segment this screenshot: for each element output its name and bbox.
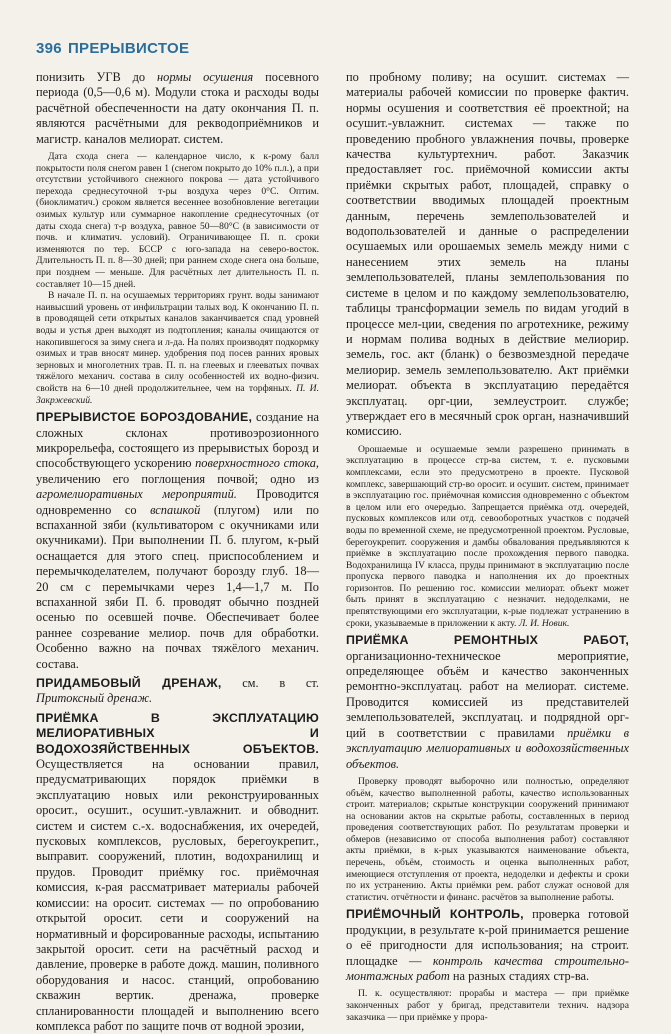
paragraph: по пробному поливу; на осушит. системах — материалы рабочей комиссии по проверке фактич. нормы осушения и соответствия её проектной; на осушит.-увлажнит. системах — также по проведению пробного увлажнения почвы, проверке качества культуртехнич. работ. Заказчик предоставляет гос. приёмочной комиссии акты приёмки скрытых работ, площадей, справку о соответствии вводимых площадей проектным данным, перечень землепользователей и водопользователей и данные о распределении осушаемых или орошаемых земель между ними с нанесением этих земель на планы землепользователей, планы землепользования по системе в целом и по каждому землепользователю, таблицы трансформации земель по видам угодий в процессе мел-ции, сведения по агротехнике, режиму и нормам полива водных в действие мелиорир. земель, гос. акт (бланк) о безвозмездной передаче мелиорир. земель землепользователю. Акт приёмки мелиорат. объекта в эксплуатацию передаётся эксплуатац. орг-ции, землеустроит. службе; утверждает его в месячный срок орган, назначивший комиссию. — [346, 70, 629, 439]
small-paragraph: Орошаемые и осушаемые земли разрешено принимать в эксплуатацию в процессе стр-ва систем, т. е. пусковыми комплексами, если это предусмотрено в проекте. Пусковой комплекс, завершающий стр-во оросит. и осушит. систем, принимает в эксплуатацию гос. приёмочная комиссия одновременно с объектом в целом или его очередью. Запрещается приёмка отд. очередей, пусковых комплексов или отд. севооборотных участков с подачей воды по временной схеме, не предусмотренной проектом. Русловые, берегоукрепит. сооружения и дамбы обвалования предъявляются к приёмке в эксплуатацию после прохождения первого паводка. Водохранилища IV класса, пруды принимают в эксплуатацию после пропуска первого паводка и наполнения их до проектных горизонтов. По решению гос. комиссии мелиорат. объект может быть принят в эксплуатацию с незначит. недоделками, не препятствующими его эксплуатации, к-рые подлежат устранению в сроки, указываемые в приложении к акту. Л. И. Новик. — [346, 443, 629, 629]
page-header — [36, 40, 189, 57]
cross-reference: Притоксный дренаж. — [36, 691, 153, 706]
left-column — [36, 70, 320, 1033]
small-paragraph: Проверку проводят выборочно или полностью, определяют объём, качество выполненной работы, качество использованных строит. материалов; скрытые конструкции сооружений принимают на основании актов на скрытые работы, составленных в период проведения соответствующих работ. По результатам проверки и обмеров (независимо от способа выполнения работ) составляют акты приёмки, в к-рых указываются наименование объекта, перечень, объём, стоимость и оценка выполненных работ, имеющиеся отступления от проекта, недоделки и дефекты и сроки по их устранению. Акты приёмки рем. работ служат основой для статистич. отчётности и финанс. расчётов за выполнение работы. — [346, 775, 629, 903]
right-column — [346, 70, 629, 1023]
entry-pridambovyi-drenazh: ПРИДАМБОВЫЙ ДРЕНАЖ, см. в ст. Притоксный дренаж. — [36, 676, 319, 706]
entry-preryvistoe-borozdovanie: ПРЕРЫВИСТОЕ БОРОЗДОВАНИЕ, создание на сложных склонах противоэрозионного микрорельефа, состоящего из прерывистых борозд и способствующего ускорению поверхностного стока, увеличению его поглощения почвой; одно из агромелиоративных мероприятий. Проводится одновременно со вспашкой (плугом) или по вспаханной зяби (культиватором с окучниками или окучниками). При выполнении П. б. плугом, к-рый оснащается для этого спец. приспособлением и перемычкоделателем, получают борозду глуб. 18—20 см с перемычками через 1,4—1,7 м. По вспаханной зяби П. б. проводят обычно поздней осенью по осевшей почве. Обеспечивает более раннее созревание мелиор. почв для обработки. Особенно важно на почвах тяжёлого механич. состава. — [36, 410, 320, 671]
small-paragraph: В начале П. п. на осушаемых территориях грунт. воды занимают наивысший уровень от инфильтрации талых вод. К окончанию П. п. в проводящей сети открытых каналов заканчивается спад уровней воды и устья дрен выходят из подтопления; каналы очищаются от накопившегося за зиму снега и л-да. На полях производят подкормку озимых и трав вносят минер. удобрения под посев ранних яровых зерновых и многолетних трав. П. п. на глеевых и глееватых почвах тяжёлого механич. состава в силу особенностей их водно-физич. свойств на 6—10 дней продолжительнее, чем на торфяных. П. И. Закржевский. — [36, 290, 319, 406]
entry-priemochnyi-kontrol: ПРИЁМОЧНЫЙ КОНТРОЛЬ, проверка готовой продукции, в результате к-рой принимается решение о её пригодности для использования; на строит. площадке — контроль качества строительно-монтажных работ на разных стадиях стр-ва. — [346, 907, 629, 984]
running-title: ПРЕРЫВИСТОЕ — [67, 40, 190, 57]
entry-headword: ПРИЁМКА РЕМОНТНЫХ РАБОТ, — [346, 633, 629, 648]
page-number: 396 — [36, 40, 62, 57]
entry-headword: ПРИЁМКА В ЭКСПЛУАТАЦИЮ МЕЛИОРАТИВНЫХ И ВОДОХОЗЯЙСТВЕННЫХ ОБЪЕКТОВ. — [36, 710, 319, 756]
entry-priemka-remontnyh-rabot: ПРИЁМКА РЕМОНТНЫХ РАБОТ, организационно-техническое мероприятие, определяющее объём и качество законченных ремонтно-эксплуатац. работ на мелиорат. системе. Проводится комиссией из представителей землепользователей, эксплуатац. и подрядной орг-ций в соответствии с правилами приёмки в эксплуатацию мелиоративных и водохозяйственных объектов. — [346, 633, 629, 771]
paragraph: понизить УГВ до нормы осушения посевного периода (0,5—0,6 м). Модули стока и расходы воды расчётной обеспеченности на дату окончания П. п. являются расчётными для рекводоприёмников и магистр. каналов мелиорат. систем. — [36, 70, 319, 146]
small-paragraph: Дата схода снега — календарное число, к к-рому балл покрытости поля снегом равен 1 (снегом покрыто до 10% п.л.), а при отсутствии устойчивого снежного покрова — дата устойчивого перехода среднесуточной т-ры воздуха через 0°С. Оптим. (биоклиматич.) сроком является весеннее возобновление вегетации озимых культур или суммарное накопление среднесуточных (от даты схода снега) т-р воздуха, равное 50—80°С (в зависимости от почв. и климатич. условий). Ограничивающее П. п. сроки изменяются по тер. БССР с юго-запада на северо-восток. Длительность П. п. 8—30 дней; при раннем сходе снега она больше, при позднем — меньше. Для расчётных лет длительность П. п. составляет 10—15 дней. — [36, 151, 319, 290]
entry-headword: ПРИДАМБОВЫЙ ДРЕНАЖ, — [36, 676, 222, 690]
author-signature: П. И. Закржевский. — [36, 382, 319, 406]
entry-headword: ПРЕРЫВИСТОЕ БОРОЗДОВАНИЕ, — [36, 410, 253, 425]
entry-headword: ПРИЁМОЧНЫЙ КОНТРОЛЬ, — [346, 907, 524, 922]
small-paragraph: П. к. осуществляют: прорабы и мастера — при приёмке законченных работ у бригад, представители технич. надзора заказчика — при приёмке у прора- — [346, 988, 629, 1023]
entry-priemka-v-ekspluataciyu: ПРИЁМКА В ЭКСПЛУАТАЦИЮ МЕЛИОРАТИВНЫХ И ВОДОХОЗЯЙСТВЕННЫХ ОБЪЕКТОВ. Осуществляется на основании правил, предусматривающих порядок приёмки в эксплуатацию новых или реконструированных оросит., осушит., осушит.-увлажнит. и обводнит. систем и систем с.-х. водоснабжения, их очередей, пусковых комплексов, русловых, берегоукрепит., выправит. сооружений, плотин, водохранилищ и прудов. Проводит приёмку гос. приёмочная комиссия, к-рая рассматривает материалы рабочей комиссии: на оросит. системах — по опробованию открытой оросит. сети и сооружений на нормативный и форсированные расходы, испытанию закрытой оросит. сети на расчётный расход и давление, проверке в работе дожд. машин, поливного оборудования и насос. станций, опробованию скважин вертик. дренажа, проверке спланированности площадей и выполнению всего комплекса работ по защите почв от водной эрозии, — [36, 710, 319, 1033]
author-signature: Л. И. Новик. — [518, 617, 570, 629]
